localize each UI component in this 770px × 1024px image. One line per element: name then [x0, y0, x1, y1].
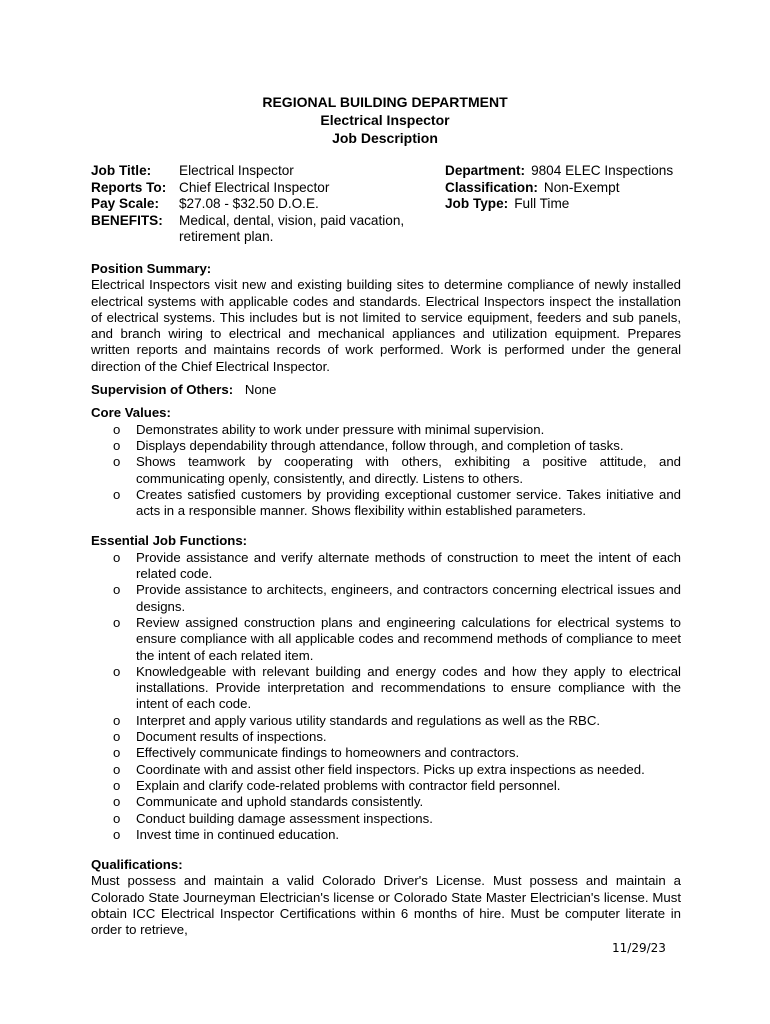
- list-item: o Document results of inspections.: [113, 729, 327, 745]
- list-item: o Displays dependability through attendance, follow through, and completion of tasks.: [113, 437, 624, 453]
- job-title-label: Job Title:: [91, 163, 152, 178]
- list-item: o Shows teamwork by cooperating with others, exhibiting a positive attitude, and communicating openly, consistently, and directly. Listens to others.: [113, 454, 681, 486]
- bullet-icon: o: [113, 729, 121, 745]
- bullet-icon: o: [113, 549, 121, 565]
- list-item: o Interpret and apply various utility standards and regulations as well as the RBC.: [113, 712, 601, 728]
- document-body: [91, 261, 681, 939]
- list-item: o Effectively communicate findings to homeowners and contractors.: [113, 745, 520, 761]
- bullet-icon: o: [113, 614, 121, 630]
- job-type-row: [445, 196, 705, 213]
- core-values-list: [91, 422, 681, 520]
- job-type-label: Job Type:: [445, 196, 509, 211]
- bullet-icon: o: [113, 582, 121, 598]
- supervision-row: [91, 382, 681, 398]
- bullet-icon: o: [113, 810, 121, 826]
- job-title-row: [91, 163, 431, 180]
- list-item: o Explain and clarify code-related problems with contractor field personnel.: [113, 777, 561, 793]
- benefits-row: [91, 213, 431, 246]
- bullet-icon: o: [113, 777, 121, 793]
- department-label: Department:: [445, 163, 526, 178]
- essential-functions-title: Essential Job Functions:: [91, 533, 248, 549]
- list-item: o Knowledgeable with relevant building and energy codes and how they apply to electrical installations. Provide interpretation and recommendations to ensure compliance with the intent of each code.: [113, 663, 681, 712]
- bullet-icon: o: [113, 663, 121, 679]
- qualifications-text: Must possess and maintain a valid Colorado Driver's License. Must possess and maintain a Colorado State Journeyman Electrician's license or Colorado State Master Electrician's license. Must obtain ICC Electrical Inspector Certifications within 6 months of hire. Must be computer literate in order to retrieve,: [91, 873, 681, 938]
- department-value: 9804 ELEC Inspections: [531, 163, 674, 178]
- list-item: o Creates satisfied customers by providing exceptional customer service. Takes initiative and acts in a responsible manner. Shows flexibility within established parameters.: [113, 486, 681, 519]
- bullet-icon: o: [113, 712, 121, 728]
- list-item: o Conduct building damage assessment inspections.: [113, 810, 433, 826]
- department-row: [445, 163, 705, 180]
- reports-to-row: [91, 180, 431, 197]
- list-item: o Communicate and uphold standards consistently.: [113, 794, 424, 810]
- list-item: o Invest time in continued education.: [113, 826, 340, 842]
- department-heading: REGIONAL BUILDING DEPARTMENT: [262, 94, 508, 110]
- supervision-value: None: [244, 382, 277, 398]
- qualifications-title: Qualifications:: [91, 857, 183, 873]
- classification-label: Classification:: [445, 179, 538, 195]
- bullet-icon: o: [113, 761, 121, 777]
- pay-scale-label: Pay Scale:: [91, 196, 160, 211]
- essential-functions-list: [91, 550, 681, 843]
- pay-scale-row: [91, 196, 431, 213]
- position-summary-text: Electrical Inspectors visit new and existing building sites to determine compliance of newly installed electrical systems with applicable codes and standards. Electrical Inspectors inspect the installation of electrical systems. This includes but is not limited to service equipment, feeders and sub panels, and branch wiring to electrical and mechanical appliances and utilization equipment. Prepares written reports and maintains records of work performed. Work is performed under the general direction of the Chief Electrical Inspector.: [91, 277, 681, 374]
- bullet-icon: o: [113, 486, 121, 502]
- job-type-value: Full Time: [514, 196, 570, 211]
- benefits-label: BENEFITS:: [91, 212, 163, 228]
- reports-to-value: Chief Electrical Inspector: [179, 179, 330, 195]
- reports-to-label: Reports To:: [91, 179, 167, 195]
- document-date: 11/29/23: [612, 941, 666, 955]
- list-item: o Coordinate with and assist other field inspectors. Picks up extra inspections as needed.: [113, 761, 645, 777]
- bullet-icon: o: [113, 826, 121, 842]
- list-item: o Provide assistance and verify alternate methods of construction to meet the intent of each related code.: [113, 549, 681, 582]
- job-info-right: [445, 163, 705, 213]
- benefits-value: Medical, dental, vision, paid vacation, retirement plan.: [179, 212, 405, 244]
- list-item: o Demonstrates ability to work under pressure with minimal supervision.: [113, 421, 545, 437]
- position-summary-title: Position Summary:: [91, 261, 212, 276]
- pay-scale-value: $27.08 - $32.50 D.O.E.: [179, 196, 319, 211]
- job-title-value: Electrical Inspector: [179, 163, 294, 178]
- bullet-icon: o: [113, 745, 121, 761]
- job-heading: Electrical Inspector: [320, 112, 450, 128]
- document-header: [0, 93, 770, 147]
- bullet-icon: o: [113, 794, 121, 810]
- list-item: o Provide assistance to architects, engineers, and contractors concerning electrical issues and designs.: [113, 582, 681, 614]
- bullet-icon: o: [113, 437, 121, 453]
- bullet-icon: o: [113, 421, 121, 437]
- core-values-title: Core Values:: [91, 405, 171, 421]
- supervision-label: Supervision of Others:: [91, 382, 234, 398]
- classification-row: [445, 180, 705, 197]
- list-item: o Review assigned construction plans and engineering calculations for electrical systems to ensure compliance with all applicable codes and recommend methods of compliance to meet the intent of each related item.: [113, 614, 681, 663]
- bullet-icon: o: [113, 454, 121, 470]
- job-info-left: [91, 163, 431, 246]
- classification-value: Non-Exempt: [543, 179, 620, 195]
- document-type-heading: Job Description: [332, 130, 438, 146]
